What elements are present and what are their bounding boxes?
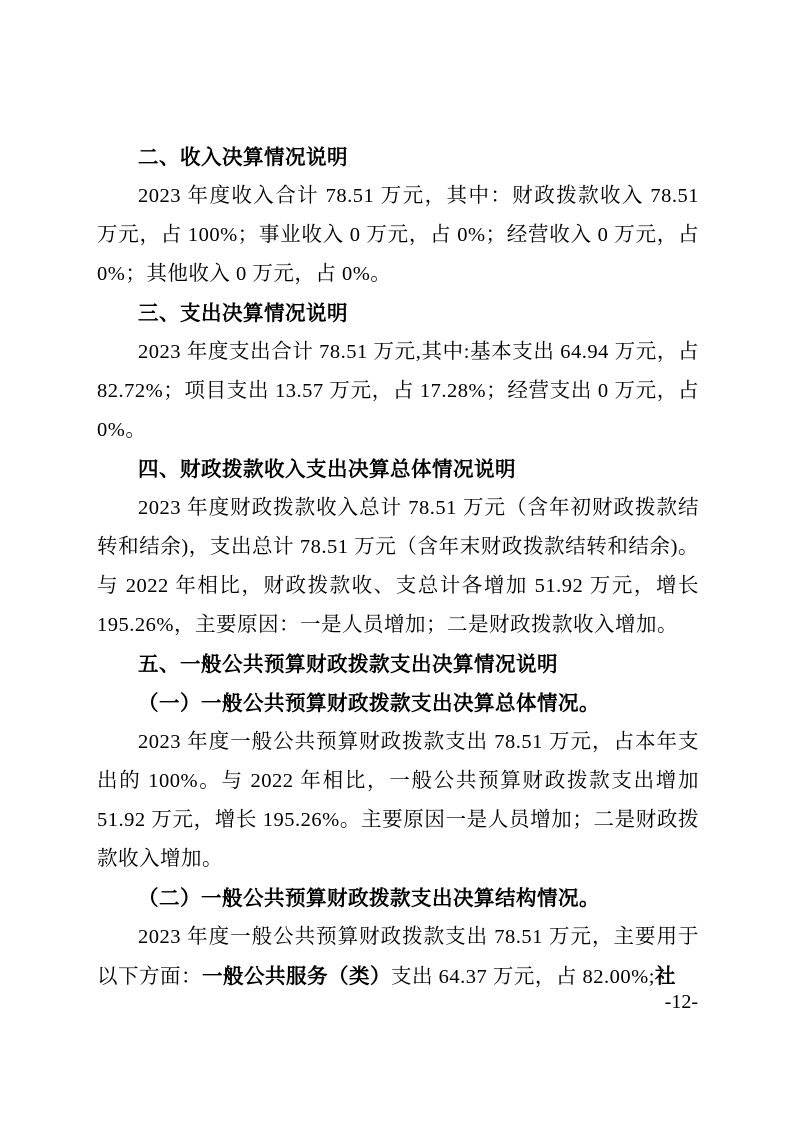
paragraph-income: 2023 年度收入合计 78.51 万元，其中：财政拨款收入 78.51 万元，占 100%；事业收入 0 万元，占 0%；经营收入 0 万元，占 0%；其他收入 0 万元，占 0%。	[97, 185, 699, 285]
page-number: -12-	[664, 991, 698, 1013]
paragraph-bold-segment: 一般公共服务（类）	[202, 965, 391, 988]
section-heading-income: 二、收入决算情况说明	[138, 146, 348, 169]
section-heading-fiscal-overall: 四、财政拨款收入支出决算总体情况说明	[138, 458, 516, 481]
paragraph-expenditure: 2023 年度支出合计 78.51 万元,其中:基本支出 64.94 万元，占 82.72%；项目支出 13.57 万元，占 17.28%；经营支出 0 万元，占 0%。	[97, 341, 699, 441]
paragraph-fiscal-overall: 2023 年度财政拨款收入总计 78.51 万元（含年初财政拨款结转和结余)，支出总计 78.51 万元（含年末财政拨款结转和结余)。与 2022 年相比，财政拨款收、支总计各增加 51.92 万元，增长 195.26%，主要原因：一是人员增加；二是财政拨款收入增加。	[97, 497, 699, 636]
paragraph-public-budget-structure	[97, 918, 699, 997]
paragraph-text-segment: 2023 年度一般公共预算财政拨款支出 78.51 万元，主要用于以下方面：	[97, 926, 699, 988]
subsection-heading-public-budget-structure: （二）一般公共预算财政拨款支出决算结构情况。	[138, 887, 600, 910]
paragraph-public-budget-overall: 2023 年度一般公共预算财政拨款支出 78.51 万元，占本年支出的 100%。与 2022 年相比，一般公共预算财政拨款支出增加 51.92 万元，增长 195.26%。主要原因一是人员增加；二是财政拨款收入增加。	[97, 731, 699, 870]
paragraph-bold-segment: 社	[654, 965, 676, 988]
document-content	[97, 138, 699, 997]
subsection-heading-public-budget-overall: （一）一般公共预算财政拨款支出决算总体情况。	[138, 692, 600, 715]
section-heading-public-budget: 五、一般公共预算财政拨款支出决算情况说明	[138, 653, 558, 676]
section-heading-expenditure: 三、支出决算情况说明	[138, 302, 348, 325]
paragraph-text-segment: 支出 64.37 万元，占 82.00%;	[391, 966, 655, 988]
